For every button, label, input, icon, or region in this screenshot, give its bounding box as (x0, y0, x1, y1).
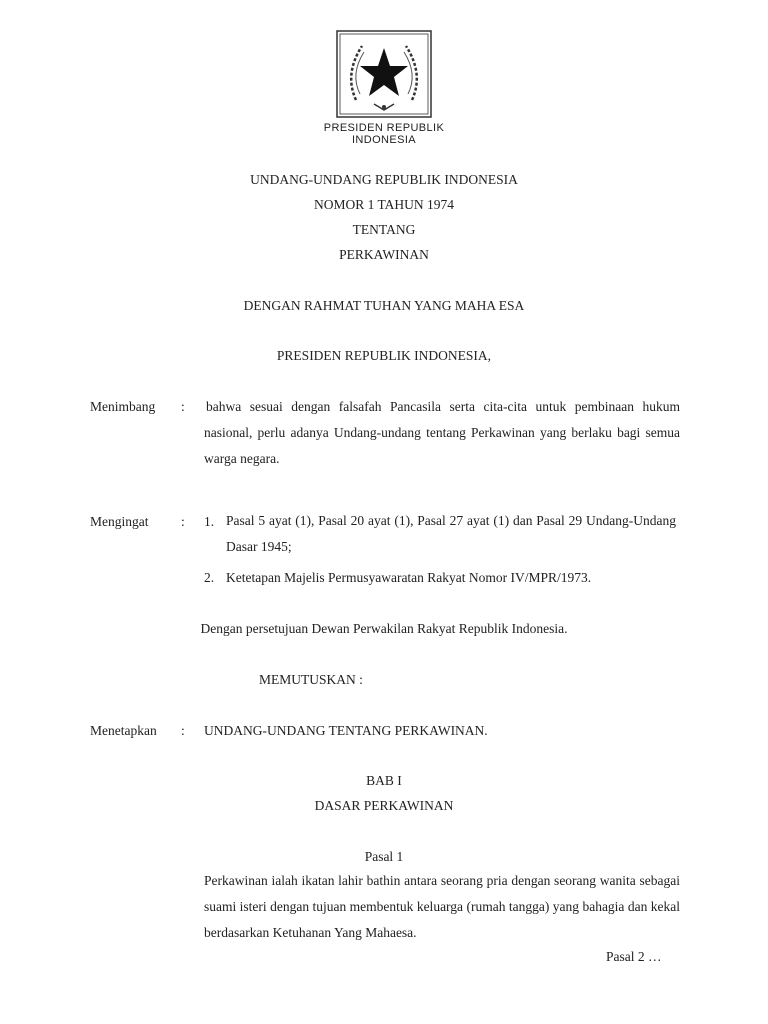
menimbang-colon: : (181, 399, 185, 414)
persetujuan-line: Dengan persetujuan Dewan Perwakilan Rakyat Republik Indonesia. (200, 621, 568, 636)
president-line: PRESIDEN REPUBLIK INDONESIA, (276, 348, 492, 363)
mengingat-item-1-text: Pasal 5 ayat (1), Pasal 20 ayat (1), Pasal 27 ayat (1) dan Pasal 29 Undang-Undang Dasar 1945; (226, 513, 676, 554)
menimbang-label: Menimbang (90, 399, 156, 414)
caption-line-1: PRESIDEN REPUBLIK (323, 122, 445, 134)
memutuskan-line: MEMUTUSKAN : (259, 672, 363, 687)
mengingat-label: Mengingat (90, 514, 149, 529)
emblem-caption (0, 122, 768, 146)
menetapkan-colon: : (181, 723, 185, 738)
bab-title: DASAR PERKAWINAN (314, 798, 454, 813)
menetapkan-text: UNDANG-UNDANG TENTANG PERKAWINAN. (204, 723, 488, 738)
law-tentang: TENTANG (352, 222, 416, 237)
garuda-emblem-icon (336, 30, 432, 118)
mengingat-item-2-text: Ketetapan Majelis Permusyawaratan Rakyat Nomor IV/MPR/1973. (226, 570, 592, 585)
pasal-1-heading: Pasal 1 (364, 849, 404, 864)
law-title: UNDANG-UNDANG REPUBLIK INDONESIA (250, 172, 518, 187)
menetapkan-label: Menetapkan (90, 723, 157, 738)
bab-number: BAB I (366, 773, 402, 788)
mengingat-item-2-num: 2. (204, 570, 215, 585)
law-number: NOMOR 1 TAHUN 1974 (313, 197, 455, 212)
mengingat-item-1-num: 1. (204, 514, 215, 529)
next-page-indicator: Pasal 2 … (606, 949, 662, 964)
mengingat-colon: : (181, 514, 185, 529)
menimbang-text: bahwa sesuai dengan falsafah Pancasila serta cita-cita untuk pembinaan hukum nasional, perlu adanya Undang-undang tentang Perkawinan yang berlaku bagi semua warga negara. (204, 399, 680, 466)
caption-line-2: INDONESIA (351, 134, 417, 146)
pasal-1-text: Perkawinan ialah ikatan lahir bathin antara seorang pria dengan seorang wanita sebagai suami isteri dengan tujuan membentuk keluarga (rumah tangga) yang bahagia dan kekal berdasarkan Ketuhanan Yang Mahaesa. (204, 873, 680, 940)
law-subject: PERKAWINAN (339, 247, 429, 262)
rahmat-line: DENGAN RAHMAT TUHAN YANG MAHA ESA (243, 298, 525, 313)
